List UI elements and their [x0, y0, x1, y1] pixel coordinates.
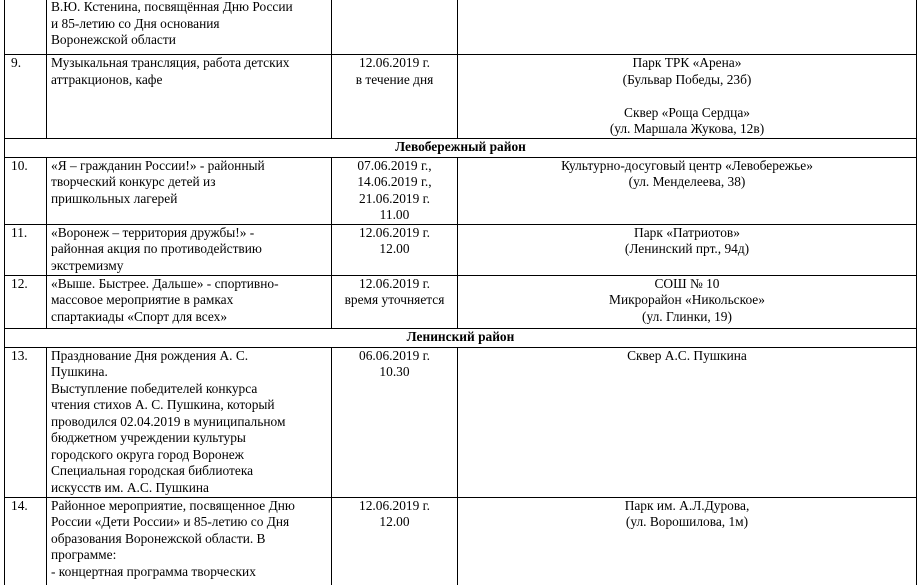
event-description: [47, 275, 332, 328]
event-date-time-line: 07.06.2019 г.,: [357, 157, 432, 173]
event-description-line: Воронежской области: [51, 32, 176, 47]
event-row: [5, 224, 917, 275]
event-date-time-line: 14.06.2019 г.,: [357, 174, 432, 189]
section-header-row: [5, 138, 917, 157]
event-number: 13.: [5, 347, 47, 497]
district-title: Ленинский район: [5, 328, 917, 347]
section-header-row: [5, 328, 917, 347]
event-description-line: аттракционов, кафе: [51, 71, 163, 87]
event-description-line: «Я – гражданин России!» - районный: [51, 157, 265, 173]
event-venue-line: (Ленинский прт., 94д): [624, 241, 750, 256]
event-row: [5, 55, 917, 139]
event-description-line: «Воронеж – территория дружбы!» -: [51, 224, 255, 240]
event-venue: [458, 497, 917, 585]
event-description-line: пришкольных лагерей: [51, 190, 178, 206]
event-date-time-line: 21.06.2019 г.: [359, 190, 430, 206]
blank-line: [462, 88, 912, 105]
event-description-line: и 85-летию со Дня основания: [51, 15, 220, 31]
event-date-time-line: 12.00: [379, 514, 410, 529]
event-number: 14.: [5, 497, 47, 585]
event-date-time-line: в течение дня: [355, 71, 434, 87]
event-date-time: [332, 497, 458, 585]
event-venue-line: (ул. Ворошилова, 1м): [625, 514, 749, 529]
event-description-line: массовое мероприятие в рамках: [51, 292, 234, 307]
event-description-line: образования Воронежской области. В: [51, 530, 266, 546]
event-description-line: искусств им. А.С. Пушкина: [51, 479, 209, 495]
event-number: 12.: [5, 275, 47, 328]
event-row: [5, 157, 917, 224]
event-date-time: [332, 347, 458, 497]
event-venue: [458, 347, 917, 497]
event-row: [5, 275, 917, 328]
event-date-time-line: 06.06.2019 г.: [359, 347, 430, 363]
event-description-line: Празднование Дня рождения А. С.: [51, 347, 249, 363]
event-description: [47, 347, 332, 497]
event-venue: [458, 55, 917, 139]
event-description-line: чтения стихов А. С. Пушкина, который: [51, 397, 275, 412]
event-description: [47, 157, 332, 224]
district-title: Левобережный район: [5, 138, 917, 157]
event-date-time-line: 10.30: [379, 364, 410, 379]
event-date-time-line: 12.06.2019 г.: [359, 275, 430, 291]
event-date-time: [332, 55, 458, 139]
event-row: [5, 0, 917, 55]
event-venue-line: Микрорайон «Никольское»: [609, 292, 765, 307]
event-description-line: бюджетном учреждении культуры: [51, 430, 246, 445]
event-venue: [458, 224, 917, 275]
event-venue: [458, 275, 917, 328]
event-number: [5, 0, 47, 55]
event-venue-line: (ул. Маршала Жукова, 12в): [609, 121, 765, 136]
event-description: [47, 224, 332, 275]
event-description: [47, 55, 332, 139]
event-description-line: экстремизму: [51, 257, 124, 273]
event-venue: [458, 0, 917, 55]
event-date-time-line: 12.06.2019 г.: [359, 497, 430, 513]
event-venue-line: Сквер А.С. Пушкина: [627, 347, 747, 363]
event-venue-line: Культурно-досуговый центр «Левобережье»: [561, 157, 813, 173]
event-venue-line: Сквер «Роща Сердца»: [624, 104, 750, 120]
event-date-time: [332, 157, 458, 224]
event-number: 9.: [5, 55, 47, 139]
event-venue-line: Парк им. А.Л.Дурова,: [624, 497, 750, 513]
event-description-line: Выступление победителей конкурса: [51, 380, 258, 396]
event-description-line: Специальная городская библиотека: [51, 463, 254, 478]
event-date-time-line: 12.06.2019 г.: [359, 224, 430, 240]
event-description-line: В.Ю. Кстенина, посвящённая Дню России: [51, 0, 293, 14]
event-date-time-line: 12.06.2019 г.: [359, 55, 430, 70]
event-description-line: России «Дети России» и 85-летию со Дня: [51, 514, 290, 529]
event-venue-line: (ул. Глинки, 19): [642, 308, 732, 324]
event-date-time: [332, 224, 458, 275]
event-description-line: спартакиады «Спорт для всех»: [51, 308, 228, 324]
event-description-line: программе:: [51, 547, 117, 562]
event-description-line: творческий конкурс детей из: [51, 174, 216, 189]
event-venue-line: (Бульвар Победы, 23б): [622, 71, 752, 87]
event-description-line: Музыкальная трансляция, работа детских: [51, 55, 290, 70]
event-row: [5, 347, 917, 497]
event-description: [47, 0, 332, 55]
event-venue-line: (ул. Менделеева, 38): [628, 174, 746, 189]
event-venue-line: Парк ТРК «Арена»: [632, 55, 742, 70]
event-description-line: городского округа город Воронеж: [51, 446, 244, 462]
event-description-line: «Выше. Быстрее. Дальше» - спортивно-: [51, 275, 279, 291]
event-description-line: районная акция по противодействию: [51, 241, 262, 256]
events-table: [4, 0, 917, 585]
event-number: 10.: [5, 157, 47, 224]
event-venue-line: Парк «Патриотов»: [634, 224, 740, 240]
event-date-time: [332, 275, 458, 328]
event-description-line: Районное мероприятие, посвященное Дню: [51, 497, 295, 513]
event-date-time-line: 11.00: [379, 207, 410, 222]
event-number: 11.: [5, 224, 47, 275]
event-row: [5, 497, 917, 585]
event-venue-line: СОШ № 10: [654, 275, 720, 291]
event-description: [47, 497, 332, 585]
event-date-time: [332, 0, 458, 55]
event-description-line: Пушкина.: [51, 364, 108, 379]
events-table-body: [5, 0, 917, 585]
event-date-time-line: время уточняется: [344, 292, 445, 307]
event-description-line: проводился 02.04.2019 в муниципальном: [51, 413, 286, 429]
event-date-time-line: 12.00: [379, 241, 410, 256]
event-venue: [458, 157, 917, 224]
event-description-line: - концертная программа творческих: [51, 563, 256, 579]
